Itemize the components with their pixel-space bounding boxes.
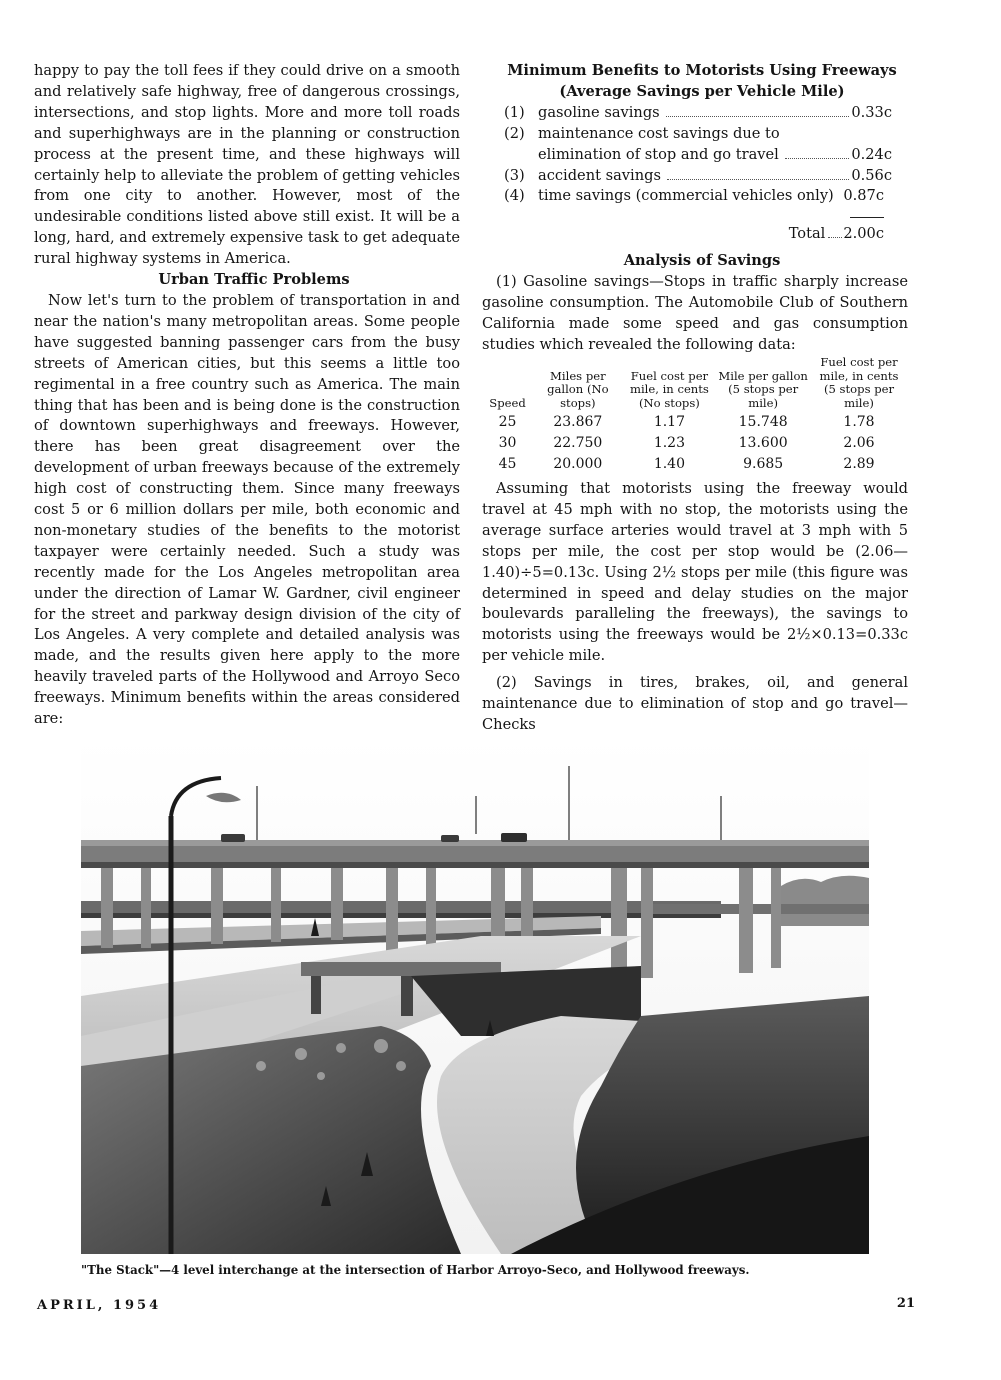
total-label: Total [788, 225, 826, 243]
dot-leader [785, 158, 850, 159]
body-paragraph: (2) Savings in tires, brakes, oil, and general maintenance due to elimination of stop and go travel—Checks [482, 674, 908, 733]
table-cell: 22.750 [553, 434, 603, 451]
benefit-label: elimination of stop and go travel [538, 145, 779, 163]
benefit-label: gasoline savings [538, 103, 660, 121]
table-cell: 30 [498, 434, 517, 451]
table-cell: 9.685 [743, 455, 784, 472]
column-header: Fuel cost per mile, in cents (5 stops per mile) [819, 354, 899, 411]
benefits-list [482, 103, 908, 208]
section-heading-analysis: Analysis of Savings [623, 252, 781, 270]
benefits-total [482, 224, 908, 245]
benefit-item [482, 186, 908, 207]
table-header-row [482, 356, 908, 412]
column-header: Speed [489, 396, 526, 411]
table-row [482, 412, 908, 433]
benefit-item [482, 145, 908, 166]
body-paragraph: Assuming that motorists using the freeway would travel at 45 mph with no stop, the motorists using the average surface arteries would travel at 3 mph with 5 stops per mile, the cost per stop would be (2.06—1.40)÷5=0.13c. Using 2½ stops per mile (this figure was determined in speed and delay studies on the major boulevards paralleling the freeways), the savings to motorists using the freeways would be 2½×0.13=0.33c per vehicle mile. [482, 479, 908, 665]
benefit-item [482, 124, 908, 145]
dot-leader [828, 237, 842, 238]
body-paragraph: (1) Gasoline savings—Stops in traffic sharply increase gasoline consumption. The Automobile Club of Southern California made some speed and gas consumption studies which revealed the following data: [482, 273, 908, 353]
table-cell: 2.06 [843, 434, 875, 451]
table-cell: 1.17 [653, 413, 685, 430]
table-row [482, 433, 908, 454]
benefit-label: maintenance cost savings due to [538, 124, 780, 142]
benefits-title: Minimum Benefits to Motorists Using Freeways [507, 62, 897, 79]
table-cell: 15.748 [738, 413, 788, 430]
benefit-value: 0.87c [843, 187, 884, 205]
column-header: Mile per gallon (5 stops per mile) [718, 368, 808, 411]
benefit-label: accident savings [538, 166, 661, 184]
table-cell: 20.000 [553, 455, 603, 472]
total-value: 2.00c [843, 225, 884, 243]
dot-leader [666, 116, 850, 117]
fuel-consumption-table [482, 356, 908, 475]
right-column [482, 61, 908, 752]
table-cell: 1.40 [653, 455, 685, 472]
dot-leader [667, 179, 849, 180]
table-cell: 1.78 [843, 413, 875, 430]
table-cell: 1.23 [653, 434, 685, 451]
table-cell: 13.600 [738, 434, 788, 451]
benefit-value: 0.24c [851, 145, 892, 163]
benefit-number: (1) [504, 103, 525, 121]
issue-date: APRIL, 1954 [37, 1298, 162, 1313]
benefit-item [482, 103, 908, 124]
benefit-number: (3) [504, 166, 525, 184]
section-heading-urban-traffic: Urban Traffic Problems [158, 271, 350, 289]
benefit-label: time savings (commercial vehicles only) [538, 187, 834, 205]
body-paragraph: happy to pay the toll fees if they could drive on a smooth and relatively safe highway, free of dangerous crossings, intersections, and stop lights. More and more toll roads and superhighways are in the planning or construction process at the present time, and these highways will certainly help to alleviate the problem of getting vehicles from one city to another. However, most of the undesirable conditions listed above still exist. It will be a long, hard, and extremely expensive task to get adequate rural highway systems in America. [34, 62, 460, 268]
body-paragraph: Now let's turn to the problem of transportation in and near the nation's many metropolitan areas. Some people have suggested banning passenger cars from the busy streets of American cities, but this seems a little too regimental in a free country such as America. The main thing that has been and is being done is the construction of downtown superhighways and freeways. However, there has been great disagreement over the development of urban freeways because of the extremely high cost of constructing them. Since many freeways cost 5 or 6 million dollars per mile, both economic and non-monetary studies of the benefits to the motorist taxpayer were certainly needed. Such a study was recently made for the Los Angeles metropolitan area under the direction of Lamar W. Gardner, civil engineer for the street and parkway design division of the city of Los Angeles. A very complete and detailed analysis was made, and the results given here apply to the more heavily traveled parts of the Hollywood and Arroyo Seco freeways. Minimum benefits within the areas considered are: [34, 291, 460, 728]
table-cell: 23.867 [553, 413, 603, 430]
table-row [482, 454, 908, 475]
interchange-photo [81, 736, 869, 1254]
page-number: 21 [896, 1296, 915, 1311]
table-cell: 25 [498, 413, 517, 430]
benefit-value: 0.56c [851, 166, 892, 184]
total-rule [850, 217, 884, 218]
benefit-value: 0.33c [851, 103, 892, 121]
benefit-number: (4) [504, 187, 525, 205]
benefit-item [482, 166, 908, 187]
benefits-subtitle: (Average Savings per Vehicle Mile) [559, 82, 845, 100]
table-cell: 2.89 [843, 455, 875, 472]
column-header: Miles per gallon (No stops) [547, 368, 609, 411]
table-cell: 45 [498, 455, 517, 472]
column-header: Fuel cost per mile, in cents (No stops) [629, 368, 709, 411]
left-column [34, 61, 460, 730]
photo-caption: "The Stack"—4 level interchange at the intersection of Harbor Arroyo-Seco, and Hollywood freeways. [81, 1263, 750, 1277]
benefit-number: (2) [504, 124, 525, 142]
